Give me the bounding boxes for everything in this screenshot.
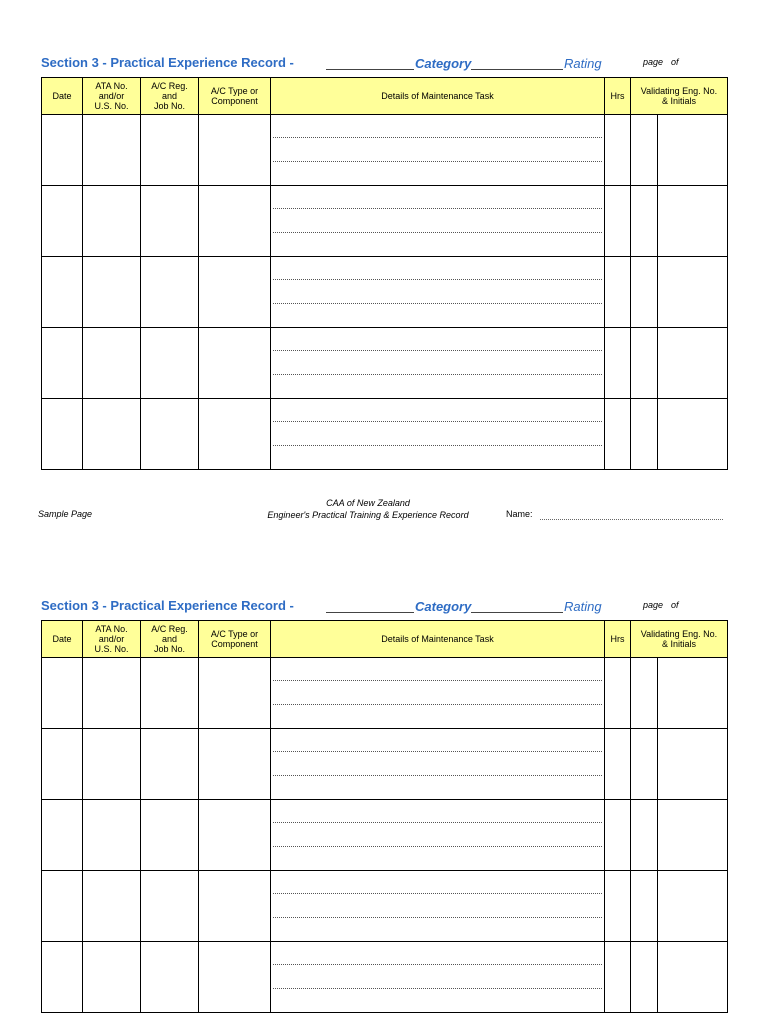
category-blank-line[interactable] <box>326 69 414 70</box>
rating-label: Rating <box>564 56 602 71</box>
cell-divider <box>657 658 658 728</box>
entry-cell[interactable] <box>141 729 199 800</box>
validating-cell[interactable] <box>631 871 728 942</box>
entry-cell[interactable] <box>605 115 631 186</box>
details-cell[interactable] <box>271 729 605 800</box>
entry-cell[interactable] <box>605 257 631 328</box>
entry-cell[interactable] <box>199 399 271 470</box>
page-label: page <box>643 600 664 610</box>
details-cell[interactable] <box>271 186 605 257</box>
cell-divider <box>657 942 658 1012</box>
validating-cell[interactable] <box>631 186 728 257</box>
validating-cell[interactable] <box>631 399 728 470</box>
cell-divider <box>657 800 658 870</box>
form-title-row <box>41 55 731 73</box>
experience-table <box>41 77 728 470</box>
rating-blank-line[interactable] <box>471 612 563 613</box>
entry-cell[interactable] <box>141 399 199 470</box>
details-cell[interactable] <box>271 800 605 871</box>
entry-cell[interactable] <box>42 658 83 729</box>
table-row <box>42 186 728 257</box>
page-of-label <box>643 57 687 67</box>
validating-cell[interactable] <box>631 257 728 328</box>
dotted-entry-line <box>273 822 602 823</box>
table-row <box>42 399 728 470</box>
entry-cell[interactable] <box>605 871 631 942</box>
details-cell[interactable] <box>271 115 605 186</box>
page-of-label <box>643 600 687 610</box>
form-title-row <box>41 598 731 616</box>
table-row <box>42 257 728 328</box>
entry-cell[interactable] <box>199 186 271 257</box>
details-cell[interactable] <box>271 658 605 729</box>
table-row <box>42 942 728 1013</box>
entry-cell[interactable] <box>42 115 83 186</box>
category-blank-line[interactable] <box>326 612 414 613</box>
table-row <box>42 800 728 871</box>
entry-cell[interactable] <box>83 186 141 257</box>
cell-divider <box>657 729 658 799</box>
dotted-entry-line <box>273 988 602 989</box>
entry-cell[interactable] <box>141 115 199 186</box>
table-row <box>42 658 728 729</box>
name-label: Name: <box>506 509 533 519</box>
page-label: page <box>643 57 664 67</box>
entry-cell[interactable] <box>83 658 141 729</box>
validating-cell[interactable] <box>631 729 728 800</box>
column-header: A/C Type or Component <box>199 621 271 658</box>
entry-cell[interactable] <box>605 729 631 800</box>
column-header: Details of Maintenance Task <box>271 621 605 658</box>
column-header: ATA No. and/or U.S. No. <box>83 621 141 658</box>
entry-cell[interactable] <box>605 399 631 470</box>
details-cell[interactable] <box>271 399 605 470</box>
dotted-entry-line <box>273 445 602 446</box>
validating-cell[interactable] <box>631 942 728 1013</box>
entry-cell[interactable] <box>199 942 271 1013</box>
cell-divider <box>657 328 658 398</box>
dotted-entry-line <box>273 846 602 847</box>
sample-page-label: Sample Page <box>38 509 93 519</box>
column-header: A/C Reg. and Job No. <box>141 78 199 115</box>
entry-cell[interactable] <box>141 328 199 399</box>
entry-cell[interactable] <box>141 942 199 1013</box>
details-cell[interactable] <box>271 871 605 942</box>
category-label: Category <box>415 599 472 614</box>
rating-label: Rating <box>564 599 602 614</box>
cell-divider <box>657 399 658 469</box>
column-header: ATA No. and/or U.S. No. <box>83 78 141 115</box>
entry-cell[interactable] <box>199 328 271 399</box>
entry-cell[interactable] <box>199 871 271 942</box>
entry-cell[interactable] <box>199 257 271 328</box>
table-row <box>42 871 728 942</box>
dotted-entry-line <box>273 279 602 280</box>
entry-cell[interactable] <box>83 729 141 800</box>
entry-cell[interactable] <box>141 871 199 942</box>
table-header-row <box>42 621 728 658</box>
entry-cell[interactable] <box>83 800 141 871</box>
entry-cell[interactable] <box>605 942 631 1013</box>
entry-cell[interactable] <box>605 186 631 257</box>
column-header: Hrs <box>605 78 631 115</box>
table-row <box>42 729 728 800</box>
entry-cell[interactable] <box>83 328 141 399</box>
entry-cell[interactable] <box>199 800 271 871</box>
dotted-entry-line <box>273 303 602 304</box>
details-cell[interactable] <box>271 257 605 328</box>
dotted-entry-line <box>273 421 602 422</box>
dotted-entry-line <box>273 964 602 965</box>
table-row <box>42 328 728 399</box>
column-header: Details of Maintenance Task <box>271 78 605 115</box>
entry-cell[interactable] <box>605 658 631 729</box>
org-block <box>248 497 488 521</box>
category-label: Category <box>415 56 472 71</box>
column-header: Validating Eng. No. & Initials <box>631 78 728 115</box>
entry-cell[interactable] <box>141 800 199 871</box>
cell-divider <box>657 257 658 327</box>
entry-cell[interactable] <box>83 257 141 328</box>
column-header: Validating Eng. No. & Initials <box>631 621 728 658</box>
entry-cell[interactable] <box>42 800 83 871</box>
dotted-entry-line <box>273 751 602 752</box>
validating-cell[interactable] <box>631 328 728 399</box>
validating-cell[interactable] <box>631 658 728 729</box>
entry-cell[interactable] <box>141 658 199 729</box>
column-header: A/C Reg. and Job No. <box>141 621 199 658</box>
of-label: of <box>671 57 679 67</box>
table-row <box>42 115 728 186</box>
dotted-entry-line <box>273 374 602 375</box>
experience-table <box>41 620 728 1013</box>
entry-cell[interactable] <box>141 257 199 328</box>
validating-cell[interactable] <box>631 115 728 186</box>
org-line-2: Engineer's Practical Training & Experience Record <box>267 510 469 520</box>
entry-cell[interactable] <box>42 942 83 1013</box>
entry-cell[interactable] <box>42 257 83 328</box>
column-header: A/C Type or Component <box>199 78 271 115</box>
column-header: Date <box>42 621 83 658</box>
page-footer <box>0 497 768 525</box>
entry-cell[interactable] <box>42 186 83 257</box>
entry-cell[interactable] <box>42 399 83 470</box>
entry-cell[interactable] <box>83 871 141 942</box>
dotted-entry-line <box>273 232 602 233</box>
entry-cell[interactable] <box>83 942 141 1013</box>
dotted-entry-line <box>273 350 602 351</box>
entry-cell[interactable] <box>42 729 83 800</box>
cell-divider <box>657 186 658 256</box>
name-field-line[interactable] <box>540 519 723 520</box>
entry-cell[interactable] <box>83 399 141 470</box>
table-header-row <box>42 78 728 115</box>
entry-cell[interactable] <box>83 115 141 186</box>
column-header: Hrs <box>605 621 631 658</box>
form-title: Section 3 - Practical Experience Record - <box>41 598 294 613</box>
validating-cell[interactable] <box>631 800 728 871</box>
dotted-entry-line <box>273 704 602 705</box>
rating-blank-line[interactable] <box>471 69 563 70</box>
cell-divider <box>657 871 658 941</box>
entry-cell[interactable] <box>42 871 83 942</box>
org-line-1: CAA of New Zealand <box>326 498 410 508</box>
details-cell[interactable] <box>271 328 605 399</box>
entry-cell[interactable] <box>141 186 199 257</box>
of-label: of <box>671 600 679 610</box>
entry-cell[interactable] <box>42 328 83 399</box>
entry-cell[interactable] <box>199 658 271 729</box>
dotted-entry-line <box>273 775 602 776</box>
column-header: Date <box>42 78 83 115</box>
entry-cell[interactable] <box>605 328 631 399</box>
details-cell[interactable] <box>271 942 605 1013</box>
entry-cell[interactable] <box>199 115 271 186</box>
dotted-entry-line <box>273 208 602 209</box>
dotted-entry-line <box>273 917 602 918</box>
dotted-entry-line <box>273 893 602 894</box>
dotted-entry-line <box>273 161 602 162</box>
dotted-entry-line <box>273 137 602 138</box>
cell-divider <box>657 115 658 185</box>
form-title: Section 3 - Practical Experience Record - <box>41 55 294 70</box>
entry-cell[interactable] <box>199 729 271 800</box>
entry-cell[interactable] <box>605 800 631 871</box>
dotted-entry-line <box>273 680 602 681</box>
